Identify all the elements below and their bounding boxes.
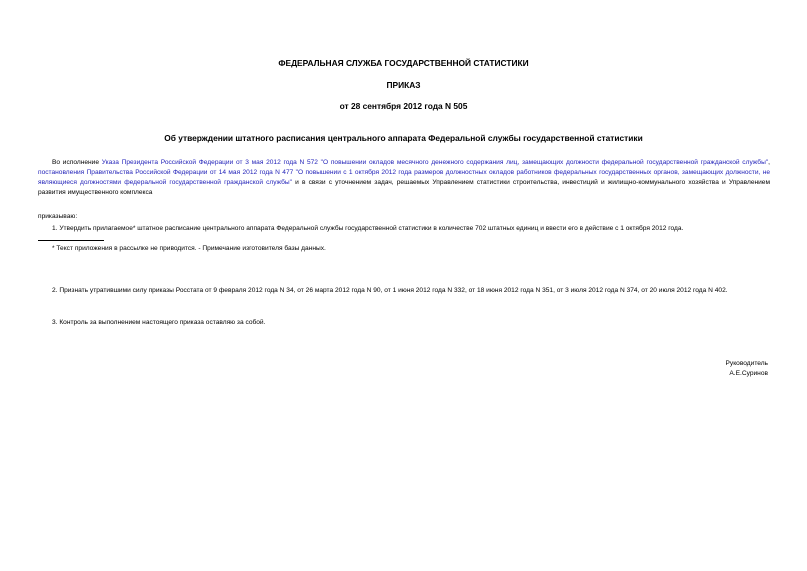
signer-title: Руководитель — [725, 360, 768, 367]
order-item-2: 2. Признать утратившими силу приказы Росстата от 9 февраля 2012 года N 34, от 26 марта 2012 года N 90, от 1 июня 2012 года N 332, от 18 июня 2012 года N 351, от 3 июля 2012 года N 374, от 20 июля 2012 года N 402. — [52, 287, 728, 294]
footnote: * Текст приложения в рассылке не приводится. - Примечание изготовителя базы данных. — [52, 245, 326, 252]
decree-word: приказываю: — [38, 213, 78, 220]
presidential-decree-link[interactable]: Указа Президента Российской Федерации от 3 мая 2012 года N 572 "О повышении окладов месячного денежного содержания лиц, замещающих должности федеральной государственной гражданской службы" — [101, 159, 769, 166]
intro-suffix: и в связи с уточнением задач, решаемых Управлением статистики строительства, инвестиций и жилищно-коммунального хозяйства и Управлением развития имущественного комплекса — [38, 179, 771, 196]
footnote-divider — [38, 240, 104, 241]
order-item-1: 1. Утвердить прилагаемое* штатное расписание центрального аппарата Федеральной службы государственной статистики в количестве 702 штатных единиц и ввести его в действие с 1 октября 2012 года. — [52, 225, 684, 232]
date-number-heading: от 28 сентября 2012 года N 505 — [339, 101, 468, 111]
signer-name: А.Е.Суринов — [729, 370, 768, 377]
intro-paragraph — [38, 158, 770, 198]
order-item-3: 3. Контроль за выполнением настоящего приказа оставляю за собой. — [52, 319, 266, 326]
document-subject: Об утверждении штатного расписания центрального аппарата Федеральной службы государственной статистики — [164, 133, 643, 143]
government-resolution-link[interactable]: постановления Правительства Российской Федерации от 14 мая 2012 года N 477 "О повышении с 1 октября 2012 года размеров должностных окладов работников федеральных государственных органов, замещающих должности, не являющиеся должностями федеральной государственной гражданской службы" — [38, 169, 770, 186]
intro-mid: , — [768, 159, 770, 166]
agency-heading: ФЕДЕРАЛЬНАЯ СЛУЖБА ГОСУДАРСТВЕННОЙ СТАТИСТИКИ — [278, 58, 529, 68]
document-type-heading: ПРИКАЗ — [386, 80, 421, 90]
intro-prefix: Во исполнение — [52, 159, 102, 166]
